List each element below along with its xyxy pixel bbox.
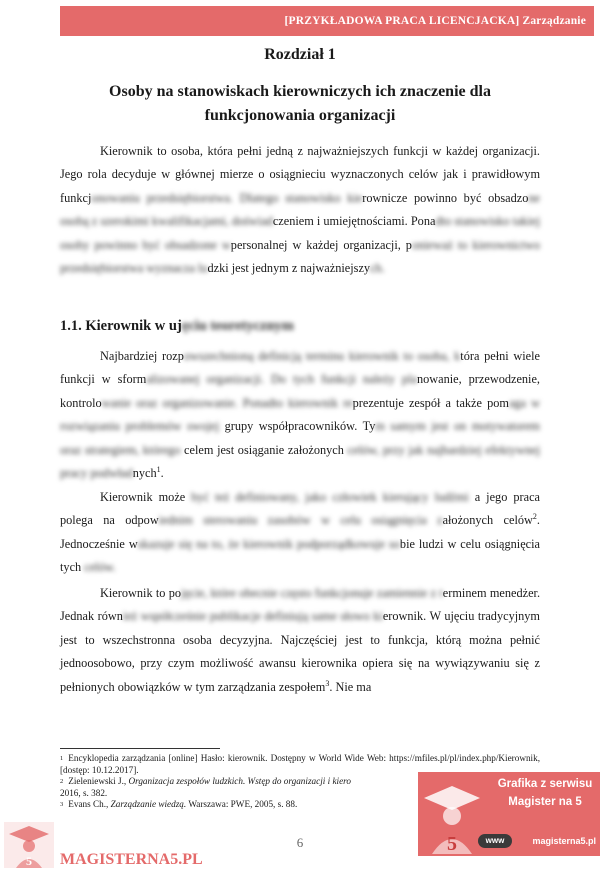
running-header (60, 6, 594, 36)
paragraph-text (60, 140, 540, 280)
page-number: 6 (296, 835, 304, 850)
paragraph-definition (60, 345, 540, 485)
text-line: menedżer. Jednak równ (60, 586, 541, 624)
text-line: personalnej (230, 237, 288, 252)
text-line: dzki jest (207, 261, 249, 276)
blurred-text: aga w rozwiązaniu problemów swojej (60, 395, 540, 434)
blurred-text: alizowanej organizacji. Do tych funkcji należy pla (146, 372, 417, 387)
chapter-title: Osoby na stanowiskach kierowniczych ich znaczenie dla funkcjonowania organizacji (109, 83, 491, 124)
text-line: rownicze (362, 190, 408, 205)
blurred-text: ęciu teoretycznym (181, 318, 294, 334)
promo-badge[interactable] (418, 772, 600, 856)
promo-line-2: Magister na 5 (508, 796, 582, 808)
paragraph-text (60, 582, 540, 699)
text-line: jednym z najważniejszy (251, 261, 371, 276)
footnote-number: 1 (60, 755, 64, 762)
text-line: nowanie, (416, 372, 462, 387)
text-line: bie ludzi (399, 536, 444, 551)
text-line: organizacji. Jego rola decyduje w głównej mierze o osiągnieciu wyznaczonych celów jak (60, 144, 540, 182)
section-heading (60, 318, 294, 335)
text-line: czeniem (272, 214, 314, 229)
footnote-ref[interactable]: 2 (532, 512, 537, 522)
text-line: i umiejętnościami. Pona (316, 214, 436, 229)
blurred-text: ież współcześnie publikacje definiują same słowo ki (122, 609, 383, 624)
footnote-title: Zarządzanie wiedzą. (110, 799, 187, 810)
blurred-text: skazuje się na to, że kierownik podporządkowuje so (137, 536, 400, 551)
footnote-text: Encyklopedia zarządzania [online] Hasło: kierownik. Dostępny w World Wide Web: https://mfiles.pl/pl/index.php/Kierownik, [dostęp: 10.12.2017]. (60, 753, 540, 775)
footnote-number: 3 (60, 801, 64, 809)
blurred-text: celów, przy jak najbardziej efektywnej pracy podwład (60, 442, 540, 481)
footnote-text: Zieleniewski J., (68, 776, 129, 787)
chapter-label: Rozdział 1 (264, 46, 336, 63)
text-line: grupy (219, 419, 254, 434)
paragraph-manager (60, 486, 540, 580)
text-line: w celu osiągnięcia tych (60, 536, 541, 575)
blurred-text: iednim sterowaniu zasobów w celu osiągnięcia z (158, 513, 443, 528)
blurred-text: onowaniu przedsiębiorstwa. Dlatego stanowisko kie (91, 190, 363, 205)
footnote-ref[interactable]: 3 (325, 678, 330, 688)
text-line: . Nie ma (329, 679, 372, 694)
blurred-text: dto stanowisko takiej osoby powinno być obsadzone w (60, 214, 540, 252)
footnote-separator (60, 748, 220, 749)
blurred-text: m samym jest on motywatorem oraz strategiem, którego (60, 419, 540, 457)
text-line: nych (132, 466, 157, 481)
footnote-text: Warszawa: PWE, 2005, s. 88. (186, 799, 298, 810)
text-line: ałożonych (442, 513, 494, 528)
text-line: prezentuje (352, 395, 404, 410)
promo-digit: 5 (447, 833, 457, 854)
text-line: którą można pełnić jednoosobowo, przy czym możliwość awansu kierownika opiera się (60, 632, 540, 671)
blurred-text: onieważ to kierownictwo przedsiębiorstwa wyznacza lu (60, 237, 541, 276)
promo-line-1: Grafika z serwisu (497, 778, 593, 790)
blurred-text: celów. (84, 560, 116, 575)
footnote-title: Organizacja zespołów ludzkich. Wstęp do organizacji i kiero (128, 776, 351, 787)
running-header-text: [PRZYKŁADOWA PRACA LICENCJACKA] Zarządzanie (284, 15, 586, 27)
section-heading-text: 1.1. Kierownik w uj (60, 318, 182, 334)
logo-digit: 5 (26, 854, 32, 868)
text-line: erownik. (382, 609, 427, 624)
text-line: i prawidłowym funkcj (60, 167, 541, 205)
www-badge: www (478, 834, 512, 848)
text-line: współpracowników. Ty (258, 419, 376, 434)
blurred-text: ne osobą z szerokimi kwalifikacjami, doświad (60, 190, 540, 229)
footnote-text: Evans Ch., (68, 799, 111, 810)
text-line: erminem (442, 586, 487, 600)
text-line: przewodzenie, kontrolo (60, 372, 541, 410)
paragraph-term (60, 582, 540, 699)
text-line: powinno być obsadzo (413, 190, 529, 205)
footnote-text: 2016, s. 382. (60, 787, 108, 798)
blurred-text: ch. (370, 261, 385, 276)
graduate-mascot-icon (422, 784, 482, 854)
promo-url[interactable]: magisterna5.pl (532, 836, 596, 846)
text-line: Kierownik to osoba, która pełni jedną z najważniejszych funkcji w każdej (100, 144, 478, 158)
paragraph-text: Najbardziej rozpowszechnioną definicją terminu kierownik to osoba, która pełni wiele funkcji w sformalizowanej organizacji. Do tych funkcji należy planowanie, przewodzenie, kontrolowanie oraz organizowanie. Ponadto kierownik reprezentuje zespół a także pomaga w rozwiązaniu problemów swojej grupy współpracowników. Tym samym jest on motywatorem oraz strategiem, którego celem jest osiąganie założonych celów, przy jak najbardziej efektywnej pracy podwładnych$^1$. (60, 349, 541, 481)
graduate-logo-icon (4, 822, 54, 868)
blurred-text: być też definiowany, jako człowiek kierujący ludźmi (185, 490, 469, 504)
text-line: . Jednocześnie w (60, 513, 540, 551)
text-line: Kierownik to po (100, 586, 182, 600)
text-line: celem (180, 442, 214, 457)
text-line: praca polega na odpow (60, 490, 541, 528)
text-line: a jego (468, 490, 508, 504)
text-line: w każdej organizacji, p (292, 237, 412, 252)
text-line: tóra pełni (460, 349, 509, 363)
paragraph-text (60, 486, 540, 580)
text-line: celów (503, 513, 533, 528)
text-line: wiele funkcji w sform (60, 349, 541, 387)
text-line: jest osiąganie założonych (217, 442, 344, 457)
blurred-text: jęcie, które obecnie często funkcjonuje zamiennie z t (181, 586, 443, 600)
text-line: W ujęciu tradycyjnym jest to wszechstronna osoba decyzyjna. Najczęściej jest to funkcja, (60, 609, 540, 647)
text-line: Najbardziej rozp (100, 349, 184, 363)
brand-wordmark: MAGISTERNA5.PL (60, 851, 203, 868)
text-line: zespół a także pom (408, 395, 509, 410)
footnote-number: 2 (60, 778, 64, 786)
paragraph-intro (60, 140, 540, 280)
blurred-text: wanie oraz organizowanie. Ponadto kierownik re (101, 395, 353, 410)
text-line: na wywiązywaniu się z pełnionych obowiązków w tym zarządzania zespołem (60, 656, 540, 694)
text-line: Kierownik może (100, 490, 186, 504)
footnote-ref[interactable]: 1 (156, 464, 161, 474)
blurred-text: owszechnioną definicją terminu kierownik to osoba, k (183, 349, 461, 363)
